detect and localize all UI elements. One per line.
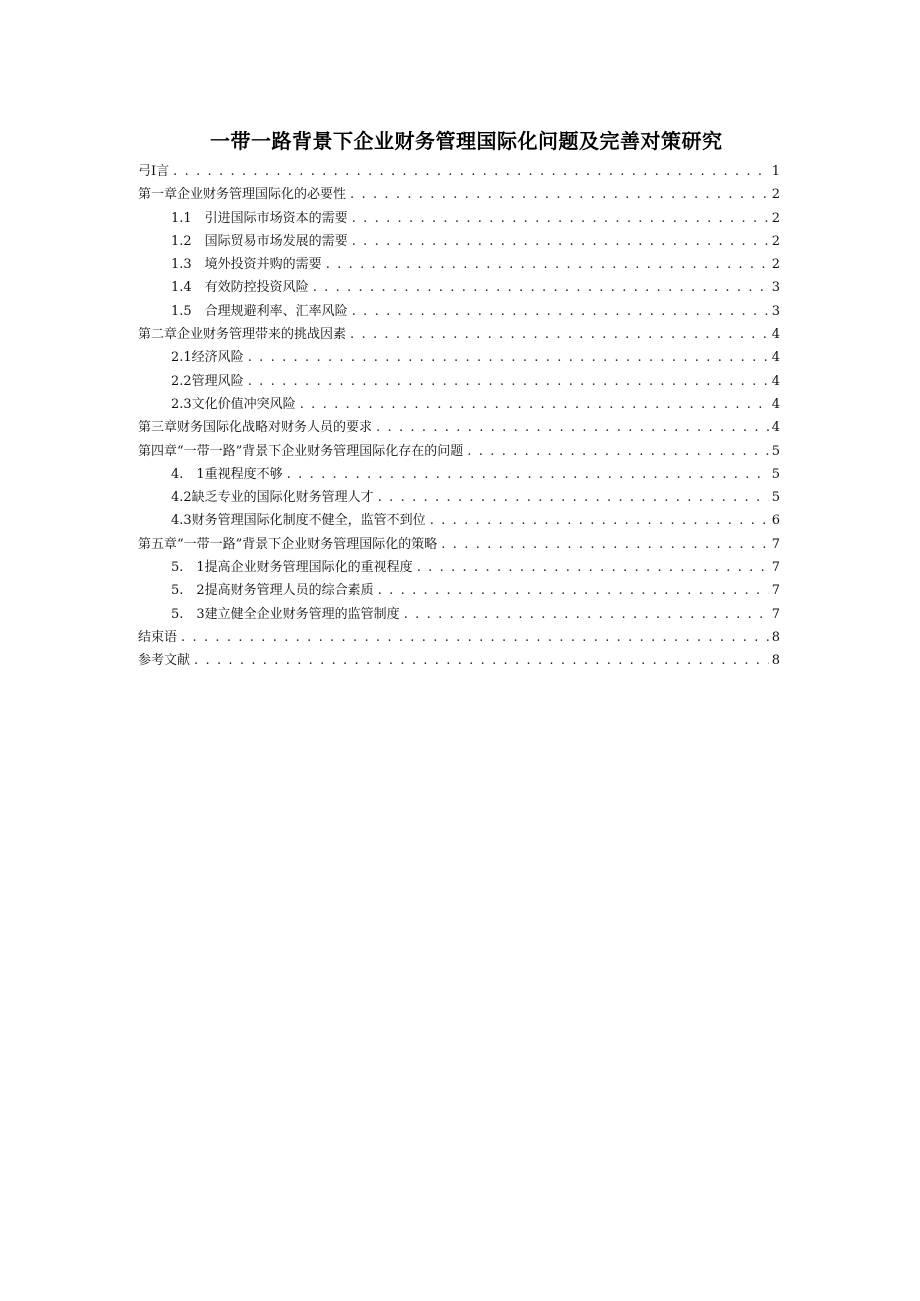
toc-dot-leader: [378, 486, 769, 509]
toc-entry-title: 第一章企业财务管理国际化的必要性: [138, 187, 347, 203]
toc-page-number: 7: [771, 536, 780, 552]
toc-page-number: 2: [771, 233, 780, 249]
toc-dot-leader: [248, 346, 769, 369]
toc-dot-leader: [417, 556, 769, 579]
toc-entry-title: 参考文献: [138, 653, 191, 669]
document-title: 一带一路背景下企业财务管理国际化问题及完善对策研究: [210, 129, 723, 153]
toc-page-number: 5: [771, 443, 780, 459]
toc-page-number: 8: [771, 653, 780, 669]
toc-entry-title: 5. 3建立健全企业财务管理的监管制度: [171, 606, 400, 622]
toc-entry-title: 4.3财务管理国际化制度不健全，监管不到位: [171, 513, 426, 529]
toc-entry-title: 第四章“一带一路”背景下企业财务管理国际化存在的问题: [138, 443, 464, 459]
toc-dot-leader: [378, 579, 769, 602]
toc-entry[interactable]: [138, 626, 780, 649]
toc-dot-leader: [181, 626, 769, 649]
toc-page-number: 6: [771, 513, 780, 529]
toc-page-number: 7: [771, 560, 780, 576]
toc-entry-title: 4.2缺乏专业的国际化财务管理人才: [171, 490, 374, 506]
toc-entry[interactable]: [138, 649, 780, 672]
table-of-contents: [138, 160, 780, 673]
toc-dot-leader: [352, 207, 769, 230]
toc-page-number: 7: [771, 583, 780, 599]
toc-entry[interactable]: [138, 276, 780, 299]
toc-dot-leader: [287, 463, 769, 486]
toc-entry[interactable]: [138, 160, 780, 183]
toc-entry-title: 结束语: [138, 629, 178, 645]
toc-page-number: 5: [771, 490, 780, 506]
toc-page-number: 4: [771, 373, 780, 389]
toc-entry-title: 第三章财务国际化战略对财务人员的要求: [138, 420, 373, 436]
toc-page-number: 3: [771, 280, 780, 296]
toc-page-number: 3: [771, 303, 780, 319]
toc-dot-leader: [173, 160, 769, 183]
toc-page-number: 5: [771, 466, 780, 482]
toc-dot-leader: [313, 276, 769, 299]
toc-page-number: 4: [771, 350, 780, 366]
toc-entry[interactable]: [138, 230, 780, 253]
toc-page-number: 8: [771, 629, 780, 645]
toc-dot-leader: [300, 393, 769, 416]
toc-entry[interactable]: [138, 393, 780, 416]
toc-entry-title: 第二章企业财务管理带来的挑战因素: [138, 327, 347, 343]
toc-dot-leader: [350, 323, 769, 346]
toc-entry[interactable]: [138, 603, 780, 626]
toc-page-number: 2: [771, 210, 780, 226]
toc-dot-leader: [194, 649, 769, 672]
toc-dot-leader: [248, 370, 769, 393]
toc-page-number: 4: [771, 396, 780, 412]
toc-dot-leader: [404, 603, 769, 626]
toc-page-number: 4: [771, 327, 780, 343]
toc-dot-leader: [376, 416, 769, 439]
toc-entry-title: 1.5 合理规避利率、汇率风险: [171, 303, 348, 319]
toc-dot-leader: [352, 300, 769, 323]
toc-entry[interactable]: [138, 300, 780, 323]
toc-entry-title: 2.2管理风险: [171, 373, 244, 389]
toc-entry[interactable]: [138, 207, 780, 230]
toc-entry[interactable]: [138, 346, 780, 369]
toc-entry[interactable]: [138, 323, 780, 346]
toc-dot-leader: [350, 183, 769, 206]
toc-page-number: 2: [771, 257, 780, 273]
toc-entry-title: 1.3 境外投资并购的需要: [171, 257, 322, 273]
toc-entry-title: 5. 2提高财务管理人员的综合素质: [171, 583, 374, 599]
toc-entry-title: 第五章“一带一路”背景下企业财务管理国际化的策略: [138, 536, 438, 552]
toc-entry-title: 5. 1提高企业财务管理国际化的重视程度: [171, 560, 413, 576]
toc-entry[interactable]: [138, 486, 780, 509]
toc-entry[interactable]: [138, 509, 780, 532]
toc-entry[interactable]: [138, 416, 780, 439]
toc-dot-leader: [467, 440, 768, 463]
toc-entry[interactable]: [138, 183, 780, 206]
toc-entry[interactable]: [138, 440, 780, 463]
toc-page-number: 4: [771, 420, 780, 436]
toc-entry[interactable]: [138, 253, 780, 276]
toc-entry-title: 2.3文化价值冲突风险: [171, 396, 296, 412]
toc-entry-title: 1.1 引进国际市场资本的需要: [171, 210, 348, 226]
toc-page-number: 7: [771, 606, 780, 622]
toc-entry-title: 1.2 国际贸易市场发展的需要: [171, 233, 348, 249]
toc-entry-title: 2.1经济风险: [171, 350, 244, 366]
toc-page-number: 1: [771, 164, 780, 179]
toc-entry[interactable]: [138, 463, 780, 486]
toc-page-number: 2: [771, 187, 780, 203]
toc-entry[interactable]: [138, 556, 780, 579]
toc-dot-leader: [430, 509, 769, 532]
toc-dot-leader: [326, 253, 769, 276]
toc-entry-title: 弓I言: [138, 164, 170, 179]
toc-entry[interactable]: [138, 579, 780, 602]
toc-dot-leader: [352, 230, 769, 253]
toc-dot-leader: [441, 533, 768, 556]
toc-entry-title: 1.4 有效防控投资风险: [171, 280, 309, 296]
toc-entry-title: 4. 1重视程度不够: [171, 466, 283, 482]
toc-entry[interactable]: [138, 533, 780, 556]
toc-entry[interactable]: [138, 370, 780, 393]
